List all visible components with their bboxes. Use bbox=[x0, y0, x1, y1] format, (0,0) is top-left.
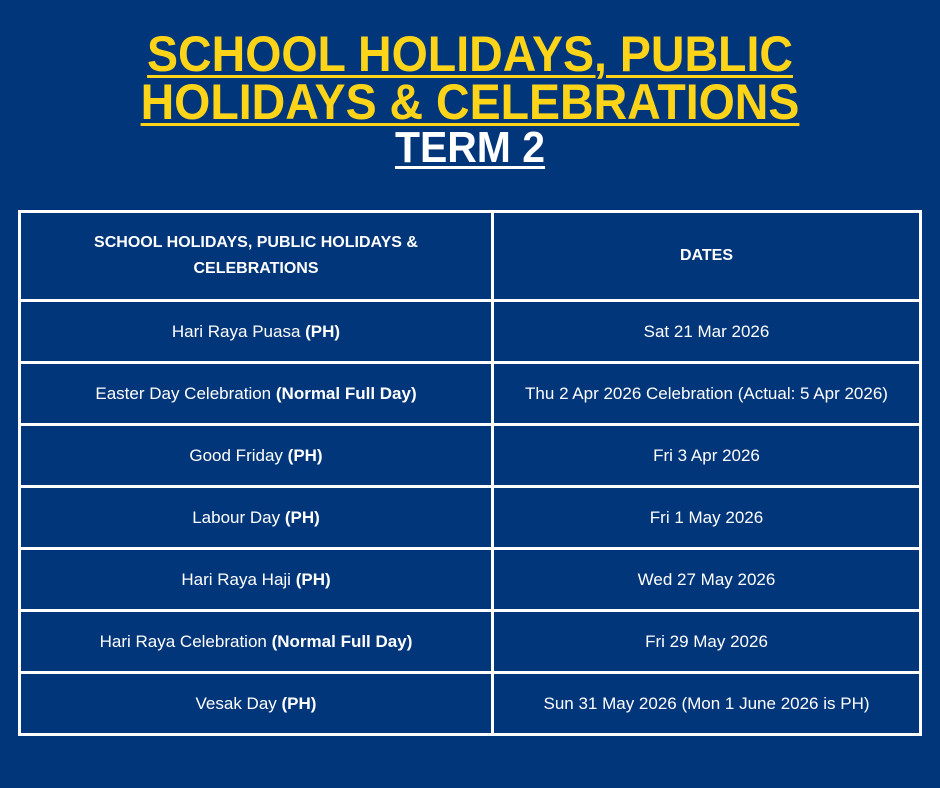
page-subtitle: TERM 2 bbox=[394, 123, 546, 172]
table-row bbox=[20, 549, 921, 611]
holiday-cell bbox=[20, 611, 493, 673]
date-cell: Fri 29 May 2026 bbox=[493, 611, 921, 673]
table-row bbox=[20, 673, 921, 735]
holiday-tag: (PH) bbox=[281, 693, 317, 713]
holiday-name: Good Friday bbox=[189, 445, 283, 465]
date-cell: Wed 27 May 2026 bbox=[493, 549, 921, 611]
table-row bbox=[20, 363, 921, 425]
holiday-tag: (PH) bbox=[305, 321, 341, 341]
table-header-row bbox=[20, 212, 921, 301]
page-title-line-2: HOLIDAYS & CELEBRATIONS bbox=[140, 74, 800, 130]
date-cell: Sun 31 May 2026 (Mon 1 June 2026 is PH) bbox=[493, 673, 921, 735]
holiday-name: Hari Raya Haji bbox=[181, 569, 291, 589]
holiday-name: Labour Day bbox=[192, 507, 281, 527]
holiday-tag: (Normal Full Day) bbox=[271, 631, 413, 651]
holiday-cell bbox=[20, 549, 493, 611]
holiday-name: Easter Day Celebration bbox=[95, 383, 272, 403]
date-cell: Fri 3 Apr 2026 bbox=[493, 425, 921, 487]
holiday-name: Hari Raya Puasa bbox=[171, 321, 301, 341]
date-cell: Sat 21 Mar 2026 bbox=[493, 301, 921, 363]
date-cell: Thu 2 Apr 2026 Celebration (Actual: 5 Apr 2026) bbox=[493, 363, 921, 425]
holiday-tag: (PH) bbox=[284, 507, 320, 527]
date-cell: Fri 1 May 2026 bbox=[493, 487, 921, 549]
column-header-holidays: SCHOOL HOLIDAYS, PUBLIC HOLIDAYS & CELEBRATIONS bbox=[20, 212, 493, 301]
holidays-table bbox=[18, 210, 922, 736]
table-row bbox=[20, 425, 921, 487]
holiday-tag: (Normal Full Day) bbox=[275, 383, 417, 403]
holiday-tag: (PH) bbox=[295, 569, 331, 589]
column-header-dates: DATES bbox=[493, 212, 921, 301]
holiday-tag: (PH) bbox=[287, 445, 323, 465]
table-row bbox=[20, 611, 921, 673]
holiday-cell bbox=[20, 363, 493, 425]
holiday-name: Hari Raya Celebration bbox=[99, 631, 267, 651]
holiday-cell bbox=[20, 673, 493, 735]
title-block bbox=[0, 26, 940, 172]
holiday-cell bbox=[20, 301, 493, 363]
page-title-line-1: SCHOOL HOLIDAYS, PUBLIC bbox=[147, 26, 793, 82]
holiday-cell bbox=[20, 425, 493, 487]
table-row bbox=[20, 301, 921, 363]
table-row bbox=[20, 487, 921, 549]
holiday-cell bbox=[20, 487, 493, 549]
holiday-name: Vesak Day bbox=[195, 693, 277, 713]
